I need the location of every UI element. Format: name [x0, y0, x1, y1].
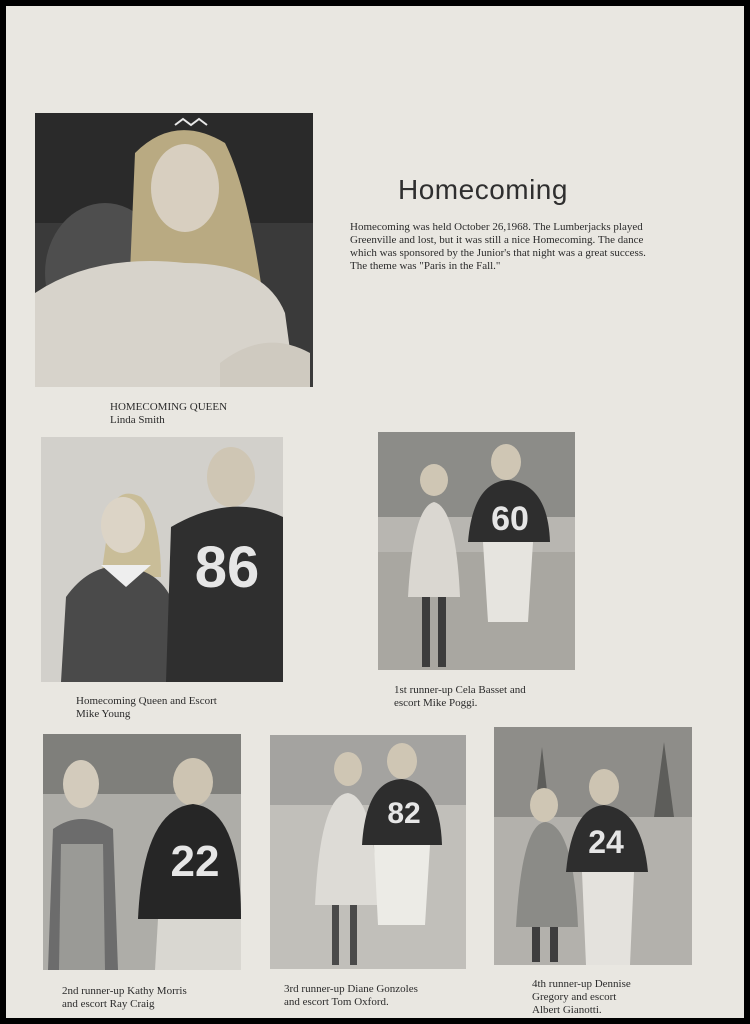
first-runner-up-caption: 1st runner-up Cela Basset and escort Mike Poggi. [394, 684, 526, 709]
queen-and-escort-caption: Homecoming Queen and Escort Mike Young [76, 695, 217, 720]
jersey-number-82: 82 [387, 797, 421, 830]
second-runner-up-caption: 2nd runner-up Kathy Morris and escort Ray Craig [62, 985, 187, 1010]
article-text: Homecoming was held October 26,1968. The Lumberjacks played Greenville and lost, but it was still a nice Homecoming. The dance which was sponsored by the Junior's that night was a great success. The theme was "Paris in the Fall." [350, 221, 646, 272]
queen-and-escort-photo [41, 437, 283, 682]
first-runner-up-photo [378, 432, 575, 670]
jersey-number-24: 24 [588, 824, 624, 860]
third-runner-up-caption: 3rd runner-up Diane Gonzoles and escort Tom Oxford. [284, 983, 418, 1008]
second-runner-up-photo [43, 734, 241, 970]
jersey-number-22: 22 [170, 837, 220, 886]
third-runner-up-photo [270, 735, 466, 969]
jersey-number-60: 60 [491, 500, 529, 538]
fourth-runner-up-caption: 4th runner-up Dennise Gregory and escort Albert Gianotti. [532, 978, 631, 1016]
page-title: Homecoming [398, 174, 568, 205]
jersey-number-86: 86 [194, 535, 260, 600]
homecoming-queen-caption: HOMECOMING QUEEN Linda Smith [110, 401, 228, 426]
homecoming-queen-photo [35, 113, 313, 387]
fourth-runner-up-photo [494, 727, 692, 965]
yearbook-page [6, 6, 744, 1018]
